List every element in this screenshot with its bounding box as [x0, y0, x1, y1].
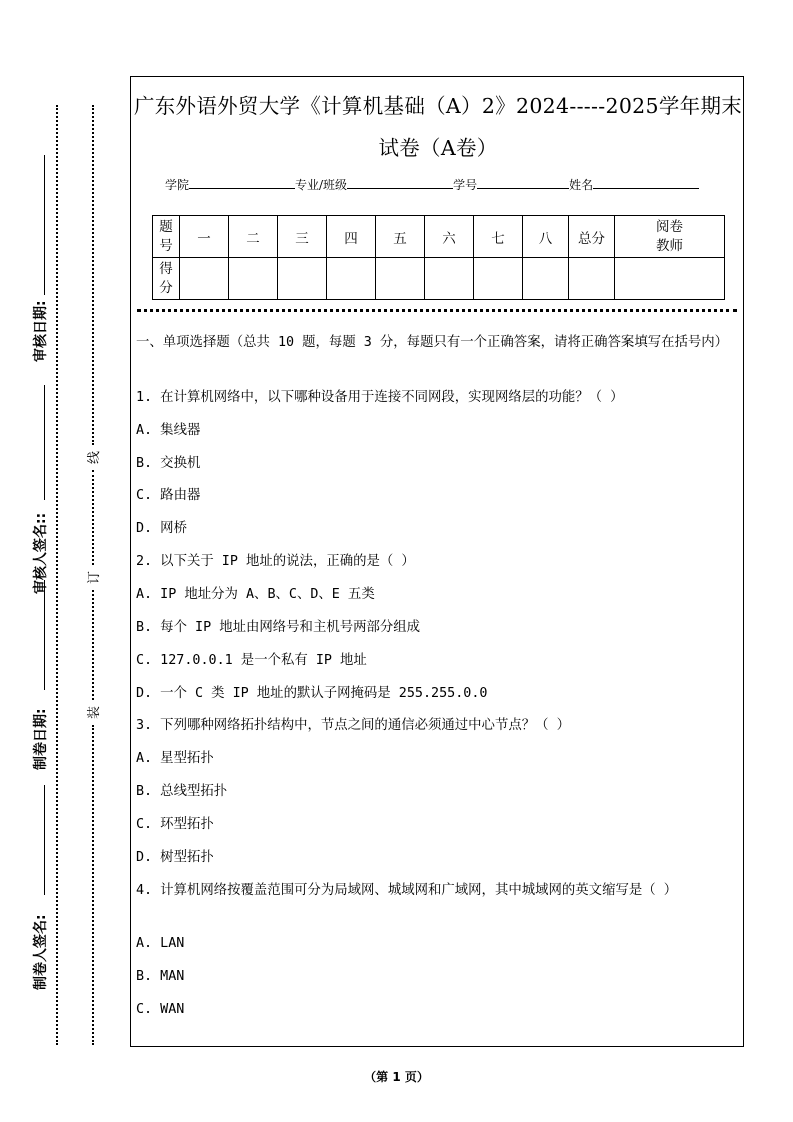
major-label: 专业/班级 — [295, 178, 348, 192]
question-1-option-a: A. 集线器 — [136, 423, 201, 438]
maker-sign-line — [44, 785, 45, 895]
question-3-option-c: C. 环型拓扑 — [136, 817, 214, 832]
dotted-separator — [137, 309, 737, 312]
col-3: 三 — [278, 216, 327, 258]
question-1-option-c: C. 路由器 — [136, 488, 201, 503]
make-date-label: 制卷日期: — [33, 708, 49, 770]
binding-char-ding: 订 — [87, 570, 103, 585]
college-label: 学院 — [165, 178, 190, 192]
binding-char-zhuang: 装 — [87, 705, 103, 720]
col-2: 二 — [229, 216, 278, 258]
score-cell-teacher[interactable] — [615, 258, 725, 300]
review-date-line — [44, 155, 45, 295]
question-4-option-a: A. LAN — [136, 936, 185, 951]
exam-frame — [130, 76, 744, 1047]
name-field[interactable] — [593, 178, 699, 189]
footer-close: 页） — [404, 1070, 429, 1084]
reviewer-sign-line — [44, 385, 45, 500]
college-field[interactable] — [189, 178, 295, 189]
question-2-option-b: B. 每个 IP 地址由网络号和主机号两部分组成 — [136, 620, 421, 635]
col-8: 八 — [523, 216, 569, 258]
question-4-option-c: C. WAN — [136, 1002, 185, 1017]
review-date-label: 审核日期: — [33, 300, 49, 362]
page-footer — [0, 1068, 793, 1085]
header-label-cell — [153, 216, 180, 258]
score-cell-5[interactable] — [376, 258, 425, 300]
student-info-row — [165, 176, 699, 193]
binding-char-line: 线 — [87, 450, 103, 465]
header-label: 题号 — [159, 218, 173, 254]
score-cell-total[interactable] — [569, 258, 615, 300]
make-date-line — [44, 580, 45, 690]
question-1-option-d: D. 网桥 — [136, 521, 187, 536]
score-cell-8[interactable] — [523, 258, 569, 300]
score-cell-2[interactable] — [229, 258, 278, 300]
question-4-option-b: B. MAN — [136, 969, 185, 984]
question-3-option-b: B. 总线型拓扑 — [136, 784, 228, 799]
question-3-option-a: A. 星型拓扑 — [136, 751, 214, 766]
section-heading: 一、单项选择题（总共 10 题，每题 3 分，每题只有一个正确答案，请将正确答案填写在括号内） — [136, 335, 729, 350]
question-2-option-c: C. 127.0.0.1 是一个私有 IP 地址 — [136, 653, 367, 668]
score-cell-6[interactable] — [425, 258, 474, 300]
question-1-option-b: B. 交换机 — [136, 456, 201, 471]
question-2-stem: 2. 以下关于 IP 地址的说法，正确的是（ ） — [136, 554, 415, 569]
col-5: 五 — [376, 216, 425, 258]
question-2-option-a: A. IP 地址分为 A、B、C、D、E 五类 — [136, 587, 375, 602]
exam-title-line2: 试卷（A卷） — [378, 136, 498, 160]
binding-dotted-line-outer — [92, 105, 94, 445]
binding-dotted-line-outer-2 — [92, 470, 94, 565]
exam-title-line1: 广东外语外贸大学《计算机基础（A）2》2024-----2025学年期末 — [133, 94, 743, 118]
col-teacher: 阅卷教师 — [656, 218, 683, 254]
question-3-option-d: D. 树型拓扑 — [136, 850, 214, 865]
question-4-stem: 4. 计算机网络按覆盖范围可分为局域网、城域网和广域网，其中城域网的英文缩写是（ ） — [136, 883, 678, 898]
question-2-option-d: D. 一个 C 类 IP 地址的默认子网掩码是 255.255.0.0 — [136, 686, 488, 701]
score-cell-4[interactable] — [327, 258, 376, 300]
col-teacher-cell — [615, 216, 725, 258]
page-number: 1 — [392, 1070, 401, 1084]
question-1-stem: 1. 在计算机网络中，以下哪种设备用于连接不同网段，实现网络层的功能？（ ） — [136, 390, 624, 405]
score-table — [152, 215, 725, 300]
score-cell-1[interactable] — [180, 258, 229, 300]
student-id-label: 学号 — [453, 178, 478, 192]
binding-dotted-line-inner — [56, 105, 58, 1045]
score-label-cell — [153, 258, 180, 300]
score-table-score-row — [153, 258, 725, 300]
name-label: 姓名 — [569, 178, 594, 192]
student-id-field[interactable] — [477, 178, 569, 189]
score-cell-3[interactable] — [278, 258, 327, 300]
score-cell-7[interactable] — [474, 258, 523, 300]
binding-dotted-line-outer-4 — [92, 725, 94, 1045]
reviewer-sign-label: 审核人签名:: — [33, 512, 49, 594]
col-total: 总分 — [569, 216, 615, 258]
col-6: 六 — [425, 216, 474, 258]
major-field[interactable] — [347, 178, 453, 189]
col-1: 一 — [180, 216, 229, 258]
maker-sign-label: 制卷人签名: — [33, 914, 49, 990]
footer-open: （第 — [364, 1070, 389, 1084]
score-label: 得分 — [159, 260, 173, 296]
binding-dotted-line-outer-3 — [92, 590, 94, 700]
question-3-stem: 3. 下列哪种网络拓扑结构中，节点之间的通信必须通过中心节点？（ ） — [136, 718, 570, 733]
score-table-header-row — [153, 216, 725, 258]
col-4: 四 — [327, 216, 376, 258]
col-7: 七 — [474, 216, 523, 258]
